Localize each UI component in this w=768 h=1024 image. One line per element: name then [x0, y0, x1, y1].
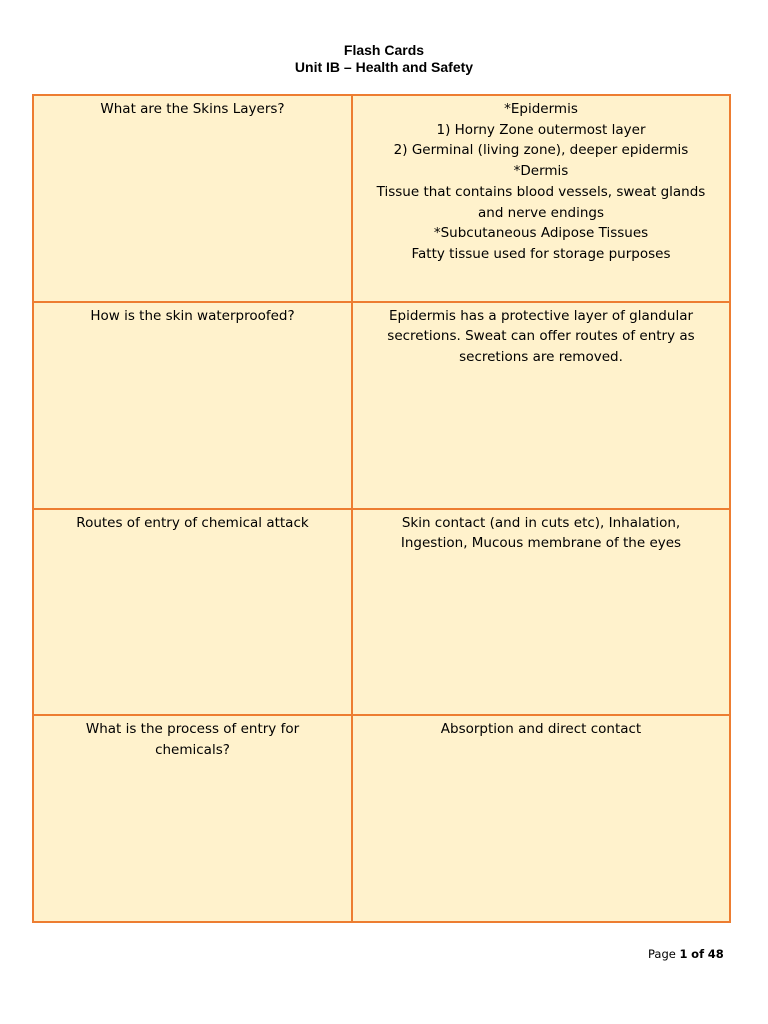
- card-row: [33, 715, 730, 922]
- card-answer: [352, 302, 730, 509]
- answer-line: Epidermis has a protective layer of glandular: [388, 307, 694, 324]
- page-header: [0, 42, 768, 76]
- card-row: [33, 302, 730, 509]
- answer-line: Absorption and direct contact: [440, 721, 642, 738]
- card-row: [33, 95, 730, 302]
- question-text: chemicals?: [155, 741, 230, 758]
- card-row: [33, 509, 730, 716]
- card-answer: [352, 509, 730, 716]
- page-title: Flash Cards: [343, 42, 425, 58]
- answer-line: and nerve endings: [477, 204, 605, 221]
- answer-line: 1) Horny Zone outermost layer: [436, 121, 646, 138]
- question-text: How is the skin waterproofed?: [90, 307, 295, 324]
- answer-line: Skin contact (and in cuts etc), Inhalation,: [401, 514, 681, 531]
- answer-line: *Dermis: [513, 163, 569, 180]
- answer-line: *Subcutaneous Adipose Tissues: [433, 225, 649, 242]
- question-text: What are the Skins Layers?: [100, 101, 285, 117]
- answer-line: secretions are removed.: [459, 349, 623, 366]
- page-subtitle: Unit IB – Health and Safety: [294, 59, 474, 75]
- question-text: What is the process of entry for: [85, 721, 300, 738]
- page-word: Page: [648, 947, 676, 961]
- page-current: 1: [679, 947, 688, 961]
- answer-line: Fatty tissue used for storage purposes: [411, 245, 671, 262]
- answer-line: *Epidermis: [504, 101, 578, 117]
- card-question: [33, 95, 352, 302]
- answer-line: secretions. Sweat can offer routes of entry as: [387, 328, 695, 345]
- card-answer: [352, 715, 730, 922]
- card-question: [33, 302, 352, 509]
- answer-line: Ingestion, Mucous membrane of the eyes: [400, 535, 682, 552]
- answer-line: 2) Germinal (living zone), deeper epidermis: [393, 142, 689, 159]
- answer-line: Tissue that contains blood vessels, sweat glands: [376, 183, 706, 200]
- page-of: of: [691, 947, 705, 961]
- page-total: 48: [707, 947, 724, 961]
- question-text: Routes of entry of chemical attack: [76, 514, 309, 531]
- page-number: [648, 947, 724, 961]
- card-question: [33, 509, 352, 716]
- card-question: [33, 715, 352, 922]
- flash-cards-table: [32, 94, 731, 923]
- card-answer: [352, 95, 730, 302]
